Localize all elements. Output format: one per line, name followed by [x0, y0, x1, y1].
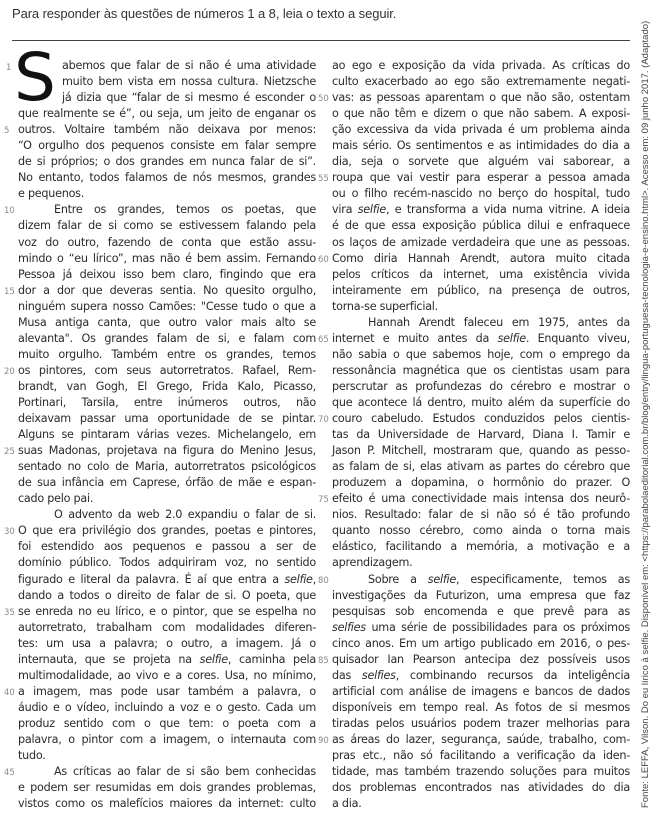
line-text: muito orgulho. Também entre os grandes, temos — [18, 347, 316, 361]
text-line — [332, 154, 630, 170]
text-line — [18, 716, 316, 732]
text-line — [4, 684, 316, 700]
text-line — [332, 138, 630, 154]
text-line — [332, 347, 630, 363]
line-text: nios. Resultado: falar de si não só é tão profundo — [332, 508, 630, 522]
line-text: palavra, o pintor com a imagem, o internauta com — [18, 732, 316, 746]
line-text: o que não têm e dizem o que não sabem. A exposi- — [332, 107, 630, 121]
text-line — [18, 58, 316, 74]
text-line — [318, 652, 630, 668]
text-line — [4, 764, 316, 780]
text-line — [332, 523, 630, 539]
text-line — [332, 218, 630, 234]
text-line — [18, 652, 316, 668]
line-text: dizem falar de si como se estivessem falando pela — [18, 219, 316, 233]
text-line — [332, 427, 630, 443]
text-line — [332, 700, 630, 716]
line-text: de sua infância em Caprese, órfão de mãe e espan- — [18, 476, 316, 490]
text-line — [318, 411, 630, 427]
text-line — [18, 395, 316, 411]
text-line — [18, 267, 316, 283]
text-line — [332, 748, 630, 764]
line-text: produzem a dopamina, o hormônio do prazer. O — [332, 476, 630, 490]
text-line — [18, 572, 316, 588]
text-line — [318, 170, 630, 186]
line-text: . Enquanto viveu, — [525, 331, 630, 345]
text-line — [18, 700, 316, 716]
text-line — [332, 299, 630, 315]
text-line — [332, 379, 630, 395]
line-number: 85 — [318, 655, 329, 666]
text-line — [18, 315, 316, 331]
text-line — [18, 74, 316, 90]
text-line — [18, 427, 316, 443]
line-text: investigações da Futurizon, uma empresa que faz — [332, 588, 630, 602]
line-text: aprendizagem. — [332, 556, 413, 570]
line-text: , e transforma a vida numa vitrine. A ideia — [385, 203, 630, 217]
text-line — [332, 507, 630, 523]
line-text: não sabia o que sabemos hoje, com o emprego da — [332, 347, 630, 361]
text-line — [18, 411, 316, 427]
line-number: 60 — [318, 254, 329, 265]
drop-cap-letter: S — [14, 39, 56, 116]
text-line — [332, 363, 630, 379]
text-line — [18, 154, 316, 170]
text-line — [18, 186, 316, 202]
text-line — [4, 283, 316, 299]
line-text: , caminha pela — [227, 652, 316, 666]
line-text: O que era privilégio dos grandes, poetas e pintores, — [18, 524, 316, 538]
line-text: autorretrato, trabalham com modalidades diferen- — [18, 620, 316, 634]
text-line — [332, 459, 630, 475]
text-line — [18, 170, 316, 186]
line-text: torna-se superficial. — [332, 299, 438, 313]
text-line — [18, 748, 316, 764]
line-text: e pequenos. — [18, 187, 85, 201]
text-line — [332, 796, 630, 812]
text-line — [318, 90, 630, 106]
line-text: Jason P. Mitchell, mostraram que, quando as pesso- — [332, 444, 630, 458]
italic-term: selfies — [361, 668, 396, 682]
text-line — [332, 186, 630, 202]
line-text: efeito é uma conectividade mais intensa dos neurô- — [332, 492, 630, 506]
line-text: vistos como os malefícios maiores da internet: culto — [18, 797, 316, 811]
line-number: 15 — [4, 286, 15, 297]
line-text: produz sentido com o que tem: o poeta com a — [18, 716, 316, 730]
line-text: ao ego e exposição da vida privada. As críticas do — [332, 59, 630, 72]
text-line — [4, 443, 316, 459]
line-text: suas Madonas, projetava na figura do Menino Jesus, — [18, 444, 316, 458]
line-text: de si próprios; o dos grandes em nunca falar de si”. — [18, 155, 316, 169]
line-number: 80 — [318, 575, 329, 586]
line-text: , especificamente, temos as — [456, 572, 630, 586]
text-line — [332, 58, 630, 74]
line-text: é de que essa exposição pública dilui e enfraquece — [332, 219, 630, 233]
text-line — [332, 555, 630, 571]
text-column-left — [4, 58, 316, 812]
line-text: culto exacerbado ao ego são extremamente negati- — [332, 75, 630, 89]
line-text: , — [312, 572, 316, 586]
line-number: 1 — [6, 63, 12, 73]
line-text: vira — [332, 203, 358, 217]
line-number: 10 — [4, 206, 15, 217]
line-text: a imagem, mas pode usar também a palavra, o — [18, 684, 316, 698]
line-text: ninguém supera nosso Camões: "Cesse tudo o que a — [18, 299, 316, 313]
instruction-text: Para responder às questões de números 1 a 8, leia o texto a seguir. — [12, 6, 397, 21]
text-line — [332, 122, 630, 138]
line-text: disponíveis em tempo real. As fotos de si mesmos — [332, 700, 630, 714]
line-text: as falam de si, elas ativam as partes do cérebro que — [332, 460, 630, 474]
text-line — [18, 539, 316, 555]
line-number: 55 — [318, 174, 329, 185]
line-text: figurado e literal da palavra. É aí que entra a — [18, 572, 285, 586]
line-text: as áreas do lazer, segurança, saúde, trabalho, com- — [332, 732, 630, 746]
line-number: 40 — [4, 687, 15, 698]
line-text: foi estendido aos pequenos e passou a ser de — [18, 540, 316, 554]
line-number: 30 — [4, 527, 15, 538]
line-text: e podem ser resumidas em dois grandes problemas, — [18, 781, 316, 795]
text-line — [332, 588, 630, 604]
text-line — [4, 604, 316, 620]
line-text: domínio público. Todos adquiriram voz, no sentido — [18, 556, 316, 570]
line-text: couro cabeludo. Estudos conduzidos pelos cientis- — [332, 412, 630, 426]
line-text: No entanto, todos falamos de nós mesmos, grandes — [18, 171, 316, 185]
line-number: 25 — [4, 447, 15, 458]
text-line — [4, 202, 316, 218]
text-line — [318, 732, 630, 748]
line-text: Musa antiga canta, que outro valor mais alto se — [18, 315, 316, 329]
text-line — [4, 523, 316, 539]
text-line — [332, 764, 630, 780]
line-text: Como diria Hannah Arendt, autora muito citada — [332, 251, 630, 265]
line-text: cado pelo pai. — [18, 492, 94, 506]
italic-term: selfie — [199, 652, 228, 666]
line-text: Portinari, Tarsila, entre inúmeros outros, não — [18, 395, 316, 409]
line-number: 45 — [4, 768, 15, 779]
line-text: muito bem vista em nossa cultura. Nietzsche — [62, 75, 316, 89]
text-column-right — [318, 58, 631, 812]
text-line — [18, 218, 316, 234]
italic-term: selfie — [497, 331, 526, 345]
text-line — [18, 138, 316, 154]
line-text: que realmente se é”, ou seja, um jeito de enganar os — [18, 107, 316, 121]
line-text: “O orgulho dos pequenos consiste em falar sempre — [18, 139, 316, 153]
line-text: dos problemas encontrados nas atividades do dia — [332, 781, 630, 795]
text-line — [332, 604, 630, 620]
text-line — [18, 347, 316, 363]
text-line — [332, 636, 630, 652]
line-text: quanto nosso cérebro, como ainda o torna mais — [332, 524, 630, 538]
line-text: dor a dor que deveras sentia. No quesito orgulho, — [18, 283, 316, 297]
text-line — [332, 202, 630, 218]
text-line — [332, 267, 630, 283]
line-text: artificial com análise de imagens e bancos de dados — [332, 684, 630, 698]
text-line — [332, 283, 630, 299]
line-text: dando a todos o direito de falar de si. O poeta, que — [18, 588, 316, 602]
italic-term: selfie — [284, 572, 313, 586]
line-text: pesquisas sob encomenda e que prevê para as — [332, 604, 630, 618]
text-line — [18, 491, 316, 507]
line-text: outros. Voltaire também não deixava por menos: — [18, 123, 316, 137]
line-number: 90 — [318, 735, 329, 746]
text-line — [332, 395, 630, 411]
line-text: , combinando recursos da inteligência — [395, 668, 631, 682]
line-text: já dizia que “falar de si mesmo é esconder o — [62, 91, 316, 105]
line-text: tas da Universidade de Harvard, Diana I. Tamir e — [332, 428, 630, 442]
text-line — [332, 620, 630, 636]
line-text: vas: as pessoas aparentam o que não são, ostentam — [332, 91, 630, 105]
text-line — [318, 491, 630, 507]
text-line — [18, 620, 316, 636]
text-line — [332, 235, 630, 251]
line-text: alevanta". Os grandes falam de si, e falam com — [18, 331, 316, 345]
line-text: perscrutar as profundezas do cérebro e mostrar o — [332, 379, 630, 393]
line-text: pelos críticos da internet, uma existência vivida — [332, 267, 630, 281]
text-line — [18, 636, 316, 652]
line-text: internauta, que se projeta na — [18, 652, 200, 666]
line-text: O advento da web 2.0 expandiu o falar de si. — [54, 508, 316, 522]
text-line — [332, 443, 630, 459]
line-text: mindo o “eu lírico”, mas não é bem assim. Fernando — [18, 251, 316, 265]
line-text: uma série de possibilidades para os próximos — [365, 620, 630, 634]
line-text: inteiramente em público, na presença de outros, — [332, 283, 630, 297]
line-text: tiradas pelos usuários podem trazer melhorias para — [332, 716, 630, 730]
text-line — [318, 331, 630, 347]
italic-term: selfie — [357, 203, 386, 217]
line-text: sentado no colo de Maria, autorretratos psicológicos — [18, 460, 316, 474]
line-text: Hannah Arendt faleceu em 1975, antes da — [368, 315, 630, 329]
line-text: Sobre a — [368, 572, 428, 586]
line-text: internet e muito antes da — [332, 331, 498, 345]
line-number: 20 — [4, 366, 15, 377]
line-text: As críticas ao falar de si são bem conhecidas — [54, 765, 316, 779]
line-number: 5 — [4, 126, 10, 137]
line-text: das — [332, 668, 362, 682]
line-text: tidade, mas também trazendo soluções para muitos — [332, 765, 630, 779]
line-text: se enreda no eu lírico, e o pintor, que se espelha no — [18, 604, 316, 618]
text-line — [332, 780, 630, 796]
text-line — [4, 122, 316, 138]
text-line — [18, 379, 316, 395]
line-text: abemos que falar de si não é uma atividade — [62, 59, 316, 72]
line-text: deixavam passar uma oportunidade de se pintar. — [18, 412, 316, 426]
text-line — [18, 459, 316, 475]
line-number: 50 — [318, 94, 329, 105]
line-text: tes: um usa a palavra; o outro, a imagem. Já o — [18, 636, 316, 650]
line-text: roupa que vai vestir para esperar a pessoa amada — [332, 171, 630, 185]
line-number: 70 — [318, 415, 329, 426]
line-text: quisador Ian Pearson antecipa dez possíveis usos — [332, 652, 630, 666]
line-text: pras etc., não só facilitando a verificação da iden- — [332, 749, 630, 763]
text-line — [18, 251, 316, 267]
line-text: ressonância magnética que os cientistas usam para — [332, 363, 630, 377]
line-text: brandt, van Gogh, El Grego, Frida Kalo, Picasso, — [18, 379, 316, 393]
italic-term: selfies — [332, 620, 366, 634]
line-text: os laços de amizade verdadeira que une as pessoas. — [332, 235, 630, 249]
text-line — [318, 251, 630, 267]
line-text: ção excessiva da vida privada é um problema ainda — [332, 123, 630, 137]
text-line — [332, 106, 630, 122]
line-text: Entre os grandes, temos os poetas, que — [54, 203, 316, 217]
text-line — [18, 507, 316, 523]
text-line — [18, 235, 316, 251]
text-line — [18, 668, 316, 684]
text-line — [18, 90, 316, 106]
divider-line — [12, 40, 630, 41]
text-line — [332, 716, 630, 732]
line-text: Alguns se pintaram várias vezes. Michelangelo, em — [18, 428, 316, 442]
text-line — [18, 796, 316, 812]
text-line — [318, 572, 630, 588]
line-text: ou o filho recém-nascido no berço do hospital, tudo — [332, 187, 630, 201]
text-line — [18, 588, 316, 604]
text-line — [18, 106, 316, 122]
line-text: elástico, facilitando a memória, a motivação e a — [332, 540, 630, 554]
text-line — [18, 331, 316, 347]
text-line — [18, 780, 316, 796]
line-number: 75 — [318, 495, 329, 506]
text-line — [18, 732, 316, 748]
line-text: a dia. — [332, 797, 362, 811]
text-line — [18, 475, 316, 491]
source-citation: Fonte: LEFFA, Vilson. Do eu lírico à selfie. Disponível em: <https://parabolaeditorial.com.br/blog/entry/lingua-portuguesa-tecnologia-e-ensino.html>. Acesso em: 09 junho 2017. (Adaptado) — [640, 20, 651, 808]
line-text: Pessoa já deixou isso bem claro, fingindo que era — [18, 267, 316, 281]
text-line — [18, 299, 316, 315]
line-text: os pintores, com seus autorretratos. Rafael, Rem- — [18, 363, 316, 377]
text-line — [332, 74, 630, 90]
text-line — [332, 684, 630, 700]
text-line — [332, 315, 630, 331]
text-line — [332, 668, 630, 684]
text-line — [18, 555, 316, 571]
line-text: multimodalidade, ao vivo e a cores. Usa, no mínimo, — [18, 668, 316, 682]
line-number: 65 — [318, 334, 329, 345]
line-number: 35 — [4, 607, 15, 618]
line-text: que acontece lá dentro, muito além da superfície do — [332, 395, 630, 409]
line-text: áudio e o vídeo, incluindo a voz e o gesto. Cada um — [18, 700, 316, 714]
line-text: voz do outro, fazendo de conta que estão assu- — [18, 235, 316, 249]
italic-term: selfie — [427, 572, 457, 586]
line-text: mais sério. Os sentimentos e as intimidades do dia a — [332, 139, 630, 153]
line-text: dia, seja o sorvete que alguém vai saborear, a — [332, 155, 630, 169]
line-text: tudo. — [18, 749, 46, 763]
text-line — [4, 363, 316, 379]
text-line — [332, 539, 630, 555]
text-line — [332, 475, 630, 491]
line-text: cinco anos. Em um artigo publicado em 2016, o pes- — [332, 636, 630, 650]
